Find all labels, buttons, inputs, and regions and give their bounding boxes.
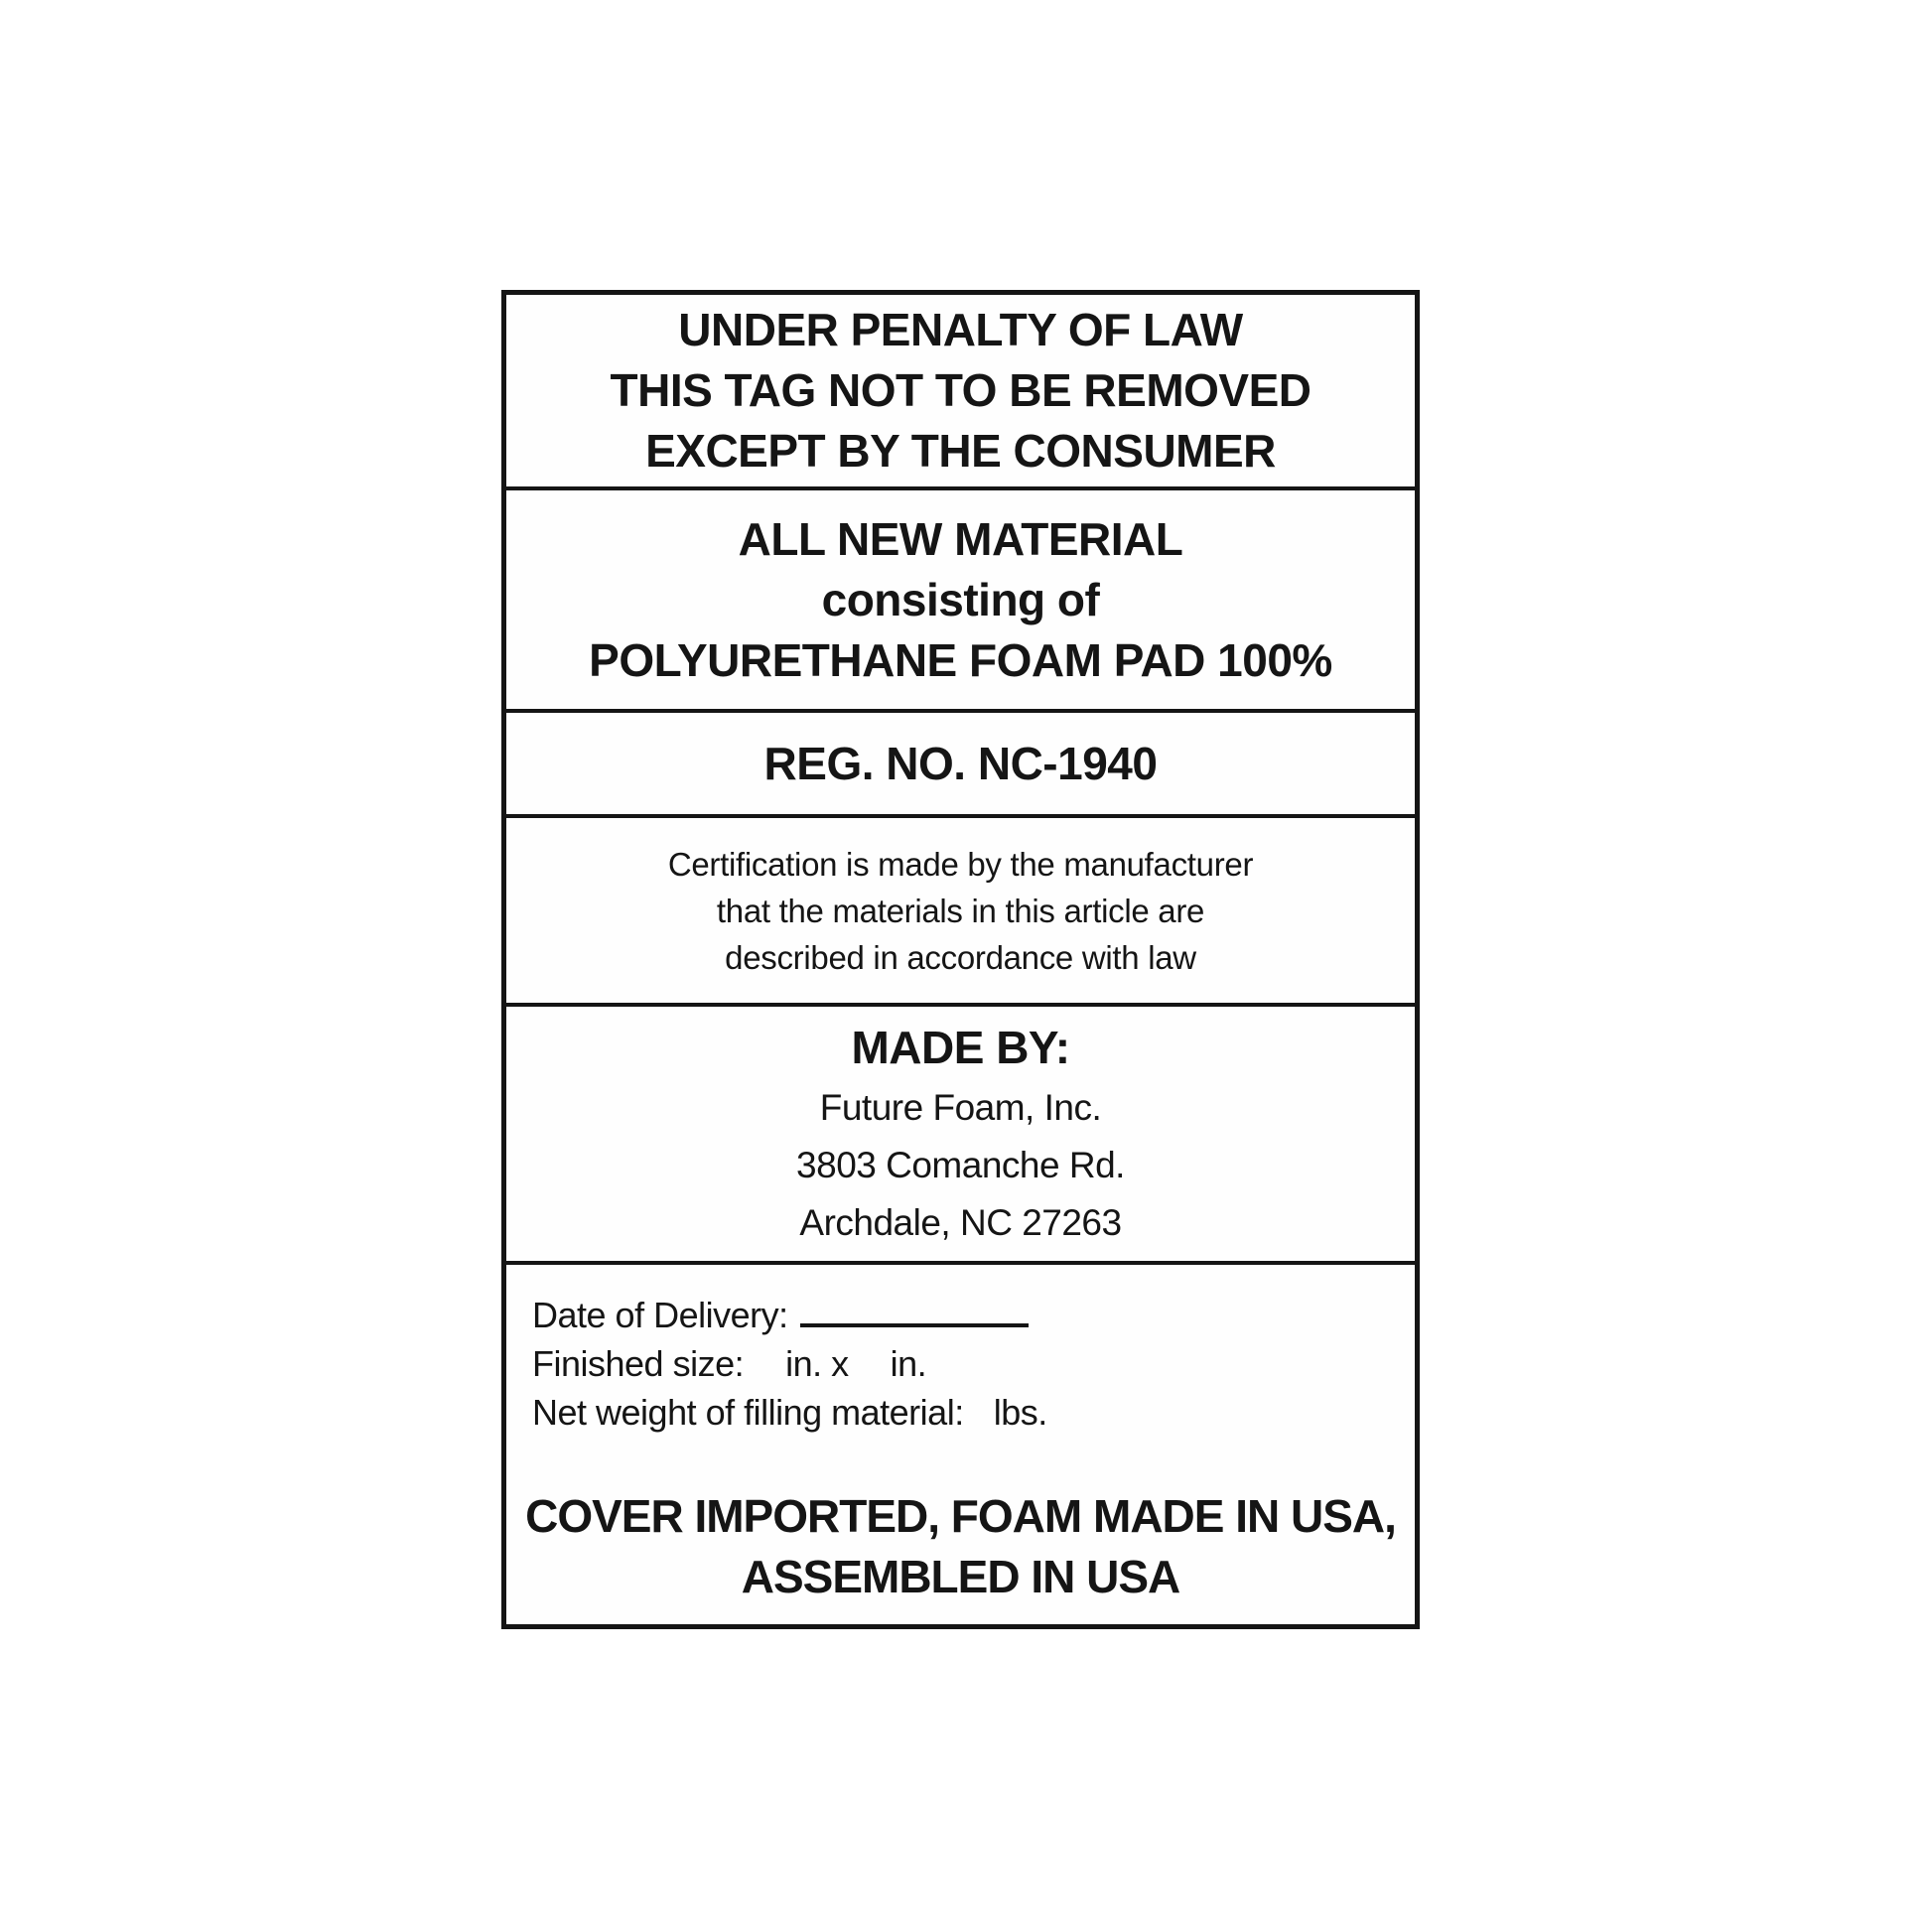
finished-size-unit-1: in. x — [785, 1343, 849, 1384]
section-certification — [506, 818, 1415, 1007]
finished-size-unit-2: in. — [890, 1343, 927, 1384]
certification-line-2: that the materials in this article are — [716, 892, 1205, 929]
section-material — [506, 490, 1415, 713]
net-weight-label: Net weight of filling material: — [532, 1392, 964, 1433]
origin-line-2: ASSEMBLED IN USA — [741, 1551, 1180, 1602]
made-by-heading: MADE BY: — [851, 1022, 1070, 1073]
section-made-by — [506, 1007, 1415, 1265]
certification-line-3: described in accordance with law — [725, 938, 1196, 976]
manufacturer-street: 3803 Comanche Rd. — [796, 1145, 1125, 1185]
material-line-1: ALL NEW MATERIAL — [738, 512, 1183, 565]
origin-statement — [506, 1486, 1415, 1607]
delivery-date-label: Date of Delivery: — [532, 1295, 788, 1335]
delivery-date-blank-line — [800, 1292, 1029, 1327]
manufacturer-city-state-zip: Archdale, NC 27263 — [799, 1202, 1122, 1243]
section-penalty-notice — [506, 295, 1415, 490]
origin-line-1: COVER IMPORTED, FOAM MADE IN USA, — [525, 1490, 1396, 1542]
net-weight-unit: lbs. — [993, 1392, 1047, 1433]
penalty-line-2: THIS TAG NOT TO BE REMOVED — [610, 364, 1311, 416]
delivery-date-row — [506, 1291, 1415, 1339]
penalty-line-3: EXCEPT BY THE CONSUMER — [645, 425, 1276, 477]
material-line-2: consisting of — [821, 573, 1100, 625]
certification-line-1: Certification is made by the manufacturer — [667, 845, 1254, 883]
net-weight-row — [506, 1388, 1415, 1437]
section-registration — [506, 713, 1415, 818]
section-fill-info — [506, 1265, 1415, 1624]
finished-size-row — [506, 1339, 1415, 1388]
material-line-3: POLYURETHANE FOAM PAD 100% — [589, 633, 1332, 686]
finished-size-label: Finished size: — [532, 1343, 745, 1384]
penalty-line-1: UNDER PENALTY OF LAW — [678, 304, 1243, 355]
registration-number: REG. NO. NC-1940 — [763, 737, 1158, 789]
manufacturer-name: Future Foam, Inc. — [819, 1087, 1102, 1128]
law-tag-label — [501, 290, 1420, 1629]
